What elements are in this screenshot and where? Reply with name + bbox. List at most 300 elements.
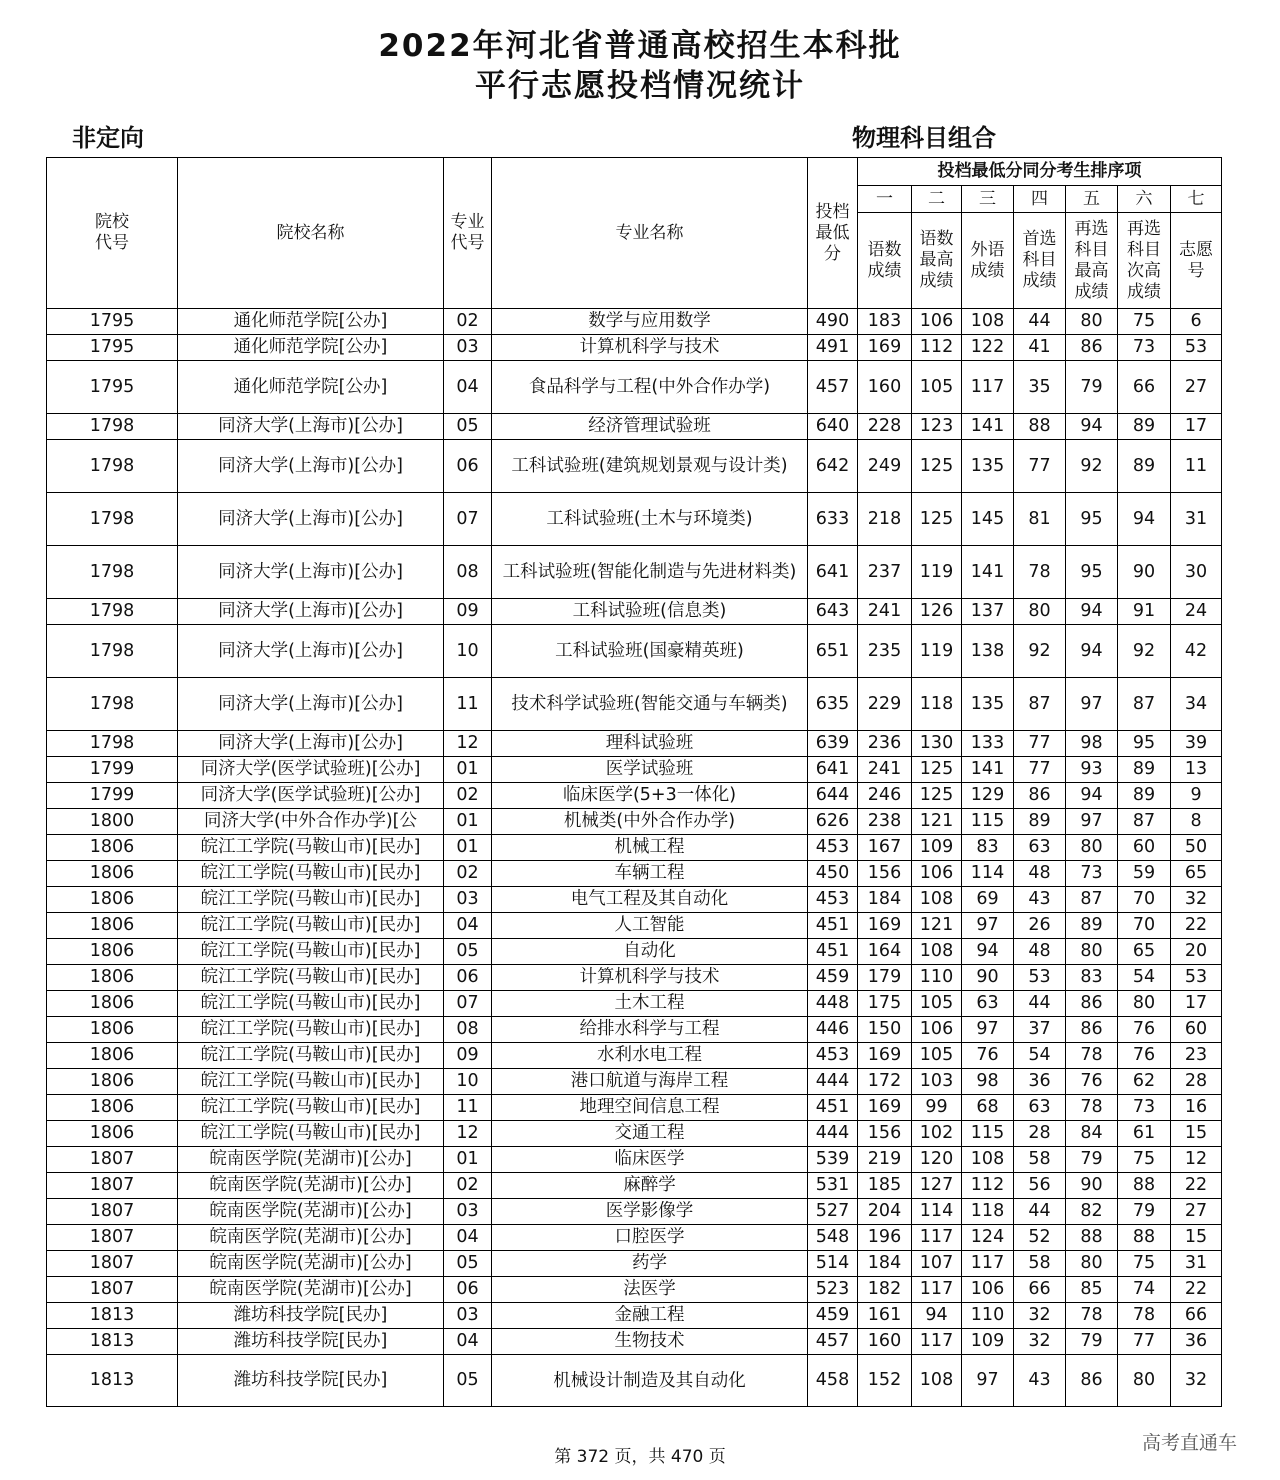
score-foreign: 69: [962, 887, 1014, 913]
score-reselect-max: 92: [1066, 440, 1118, 493]
score-reselect-max: 98: [1066, 731, 1118, 757]
choice-number: 28: [1171, 1069, 1222, 1095]
score-reselect-second: 74: [1118, 1277, 1171, 1303]
score-reselect-max: 85: [1066, 1277, 1118, 1303]
score-reselect-second: 78: [1118, 1303, 1171, 1329]
min-score: 451: [808, 939, 858, 965]
choice-number: 22: [1171, 1173, 1222, 1199]
major-code: 01: [444, 809, 492, 835]
school-name: 同济大学(上海市)[公办]: [178, 414, 444, 440]
score-yushu: 169: [858, 913, 912, 939]
school-code: 1807: [47, 1147, 178, 1173]
school-code: 1798: [47, 731, 178, 757]
min-score: 453: [808, 835, 858, 861]
score-first-subject: 87: [1014, 678, 1066, 731]
score-reselect-second: 73: [1118, 335, 1171, 361]
major-name: 电气工程及其自动化: [492, 887, 808, 913]
major-code: 04: [444, 913, 492, 939]
major-name: 临床医学(5+3一体化): [492, 783, 808, 809]
table-row: [47, 1251, 1222, 1277]
choice-number: 11: [1171, 440, 1222, 493]
major-name: 口腔医学: [492, 1225, 808, 1251]
score-yushu: 167: [858, 835, 912, 861]
table-row: [47, 1355, 1222, 1407]
score-yushu: 204: [858, 1199, 912, 1225]
major-name: 金融工程: [492, 1303, 808, 1329]
table-row: [47, 809, 1222, 835]
school-name: 通化师范学院[公办]: [178, 335, 444, 361]
major-name: 水利水电工程: [492, 1043, 808, 1069]
school-name: 同济大学(医学试验班)[公办]: [178, 783, 444, 809]
score-yushu: 218: [858, 493, 912, 546]
school-code: 1798: [47, 599, 178, 625]
major-code: 03: [444, 1199, 492, 1225]
school-code: 1806: [47, 887, 178, 913]
min-score: 446: [808, 1017, 858, 1043]
min-score: 640: [808, 414, 858, 440]
table-row: [47, 731, 1222, 757]
major-code: 02: [444, 783, 492, 809]
choice-number: 9: [1171, 783, 1222, 809]
score-yushu-max: 109: [912, 835, 962, 861]
admission-table: [46, 157, 1222, 1407]
score-foreign: 109: [962, 1329, 1014, 1355]
score-reselect-second: 94: [1118, 493, 1171, 546]
school-code: 1807: [47, 1173, 178, 1199]
score-yushu: 229: [858, 678, 912, 731]
table-row: [47, 414, 1222, 440]
score-yushu-max: 126: [912, 599, 962, 625]
choice-number: 23: [1171, 1043, 1222, 1069]
choice-number: 30: [1171, 546, 1222, 599]
choice-number: 66: [1171, 1303, 1222, 1329]
table-row: [47, 1147, 1222, 1173]
table-row: [47, 335, 1222, 361]
school-name: 皖江工学院(马鞍山市)[民办]: [178, 861, 444, 887]
choice-number: 31: [1171, 1251, 1222, 1277]
score-yushu-max: 125: [912, 783, 962, 809]
score-reselect-max: 84: [1066, 1121, 1118, 1147]
major-code: 01: [444, 1147, 492, 1173]
score-yushu-max: 117: [912, 1225, 962, 1251]
major-name: 工科试验班(土木与环境类): [492, 493, 808, 546]
score-yushu: 169: [858, 335, 912, 361]
score-foreign: 97: [962, 1017, 1014, 1043]
min-score: 641: [808, 546, 858, 599]
table-row: [47, 783, 1222, 809]
table-row: [47, 991, 1222, 1017]
min-score: 457: [808, 1329, 858, 1355]
min-score: 457: [808, 361, 858, 414]
score-first-subject: 89: [1014, 809, 1066, 835]
school-name: 皖江工学院(马鞍山市)[民办]: [178, 965, 444, 991]
score-foreign: 98: [962, 1069, 1014, 1095]
choice-number: 27: [1171, 361, 1222, 414]
score-first-subject: 66: [1014, 1277, 1066, 1303]
score-reselect-max: 87: [1066, 887, 1118, 913]
school-name: 皖南医学院(芜湖市)[公办]: [178, 1147, 444, 1173]
school-code: 1807: [47, 1225, 178, 1251]
score-reselect-second: 75: [1118, 1147, 1171, 1173]
header-min-score: 投档最低分: [808, 158, 858, 309]
major-name: 自动化: [492, 939, 808, 965]
score-yushu: 238: [858, 809, 912, 835]
school-code: 1806: [47, 939, 178, 965]
school-code: 1806: [47, 1121, 178, 1147]
major-code: 09: [444, 1043, 492, 1069]
min-score: 527: [808, 1199, 858, 1225]
score-first-subject: 86: [1014, 783, 1066, 809]
school-name: 同济大学(上海市)[公办]: [178, 440, 444, 493]
school-name: 皖江工学院(马鞍山市)[民办]: [178, 1095, 444, 1121]
score-reselect-second: 87: [1118, 678, 1171, 731]
major-code: 04: [444, 1225, 492, 1251]
school-name: 通化师范学院[公办]: [178, 361, 444, 414]
major-code: 02: [444, 1173, 492, 1199]
score-reselect-max: 94: [1066, 599, 1118, 625]
school-name: 皖南医学院(芜湖市)[公办]: [178, 1199, 444, 1225]
score-yushu: 152: [858, 1355, 912, 1407]
table-row: [47, 1069, 1222, 1095]
score-reselect-second: 91: [1118, 599, 1171, 625]
major-name: 机械设计制造及其自动化: [492, 1355, 808, 1407]
school-name: 皖江工学院(马鞍山市)[民办]: [178, 1043, 444, 1069]
score-reselect-max: 80: [1066, 1251, 1118, 1277]
score-first-subject: 77: [1014, 731, 1066, 757]
score-yushu: 241: [858, 599, 912, 625]
score-reselect-max: 79: [1066, 361, 1118, 414]
choice-number: 50: [1171, 835, 1222, 861]
score-reselect-second: 80: [1118, 1355, 1171, 1407]
score-yushu-max: 99: [912, 1095, 962, 1121]
score-reselect-second: 54: [1118, 965, 1171, 991]
score-yushu: 237: [858, 546, 912, 599]
score-first-subject: 43: [1014, 887, 1066, 913]
score-foreign: 90: [962, 965, 1014, 991]
major-code: 05: [444, 1251, 492, 1277]
table-row: [47, 1329, 1222, 1355]
score-yushu: 156: [858, 861, 912, 887]
score-yushu: 179: [858, 965, 912, 991]
header-tiebreak-col: 语数成绩: [858, 213, 912, 309]
choice-number: 53: [1171, 965, 1222, 991]
table-row: [47, 1043, 1222, 1069]
major-name: 医学影像学: [492, 1199, 808, 1225]
score-foreign: 112: [962, 1173, 1014, 1199]
major-code: 03: [444, 335, 492, 361]
score-reselect-second: 70: [1118, 913, 1171, 939]
score-reselect-second: 89: [1118, 440, 1171, 493]
score-first-subject: 77: [1014, 757, 1066, 783]
score-reselect-max: 80: [1066, 309, 1118, 335]
score-yushu-max: 123: [912, 414, 962, 440]
score-yushu: 228: [858, 414, 912, 440]
score-yushu: 246: [858, 783, 912, 809]
school-code: 1806: [47, 965, 178, 991]
page-title: 2022年河北省普通高校招生本科批: [378, 28, 902, 64]
score-reselect-max: 80: [1066, 939, 1118, 965]
school-code: 1813: [47, 1303, 178, 1329]
score-reselect-max: 78: [1066, 1095, 1118, 1121]
school-name: 皖江工学院(马鞍山市)[民办]: [178, 913, 444, 939]
table-row: [47, 1095, 1222, 1121]
school-code: 1798: [47, 625, 178, 678]
table-row: [47, 1173, 1222, 1199]
score-foreign: 115: [962, 809, 1014, 835]
major-code: 06: [444, 965, 492, 991]
score-yushu: 156: [858, 1121, 912, 1147]
major-name: 工科试验班(智能化制造与先进材料类): [492, 546, 808, 599]
header-tiebreak-col: 语数最高成绩: [912, 213, 962, 309]
header-school-code: 院校代号: [47, 158, 178, 309]
table-row: [47, 599, 1222, 625]
header-rank: 五: [1066, 186, 1118, 213]
header-rank: 七: [1171, 186, 1222, 213]
score-foreign: 68: [962, 1095, 1014, 1121]
score-reselect-second: 87: [1118, 809, 1171, 835]
school-code: 1813: [47, 1355, 178, 1407]
score-reselect-max: 82: [1066, 1199, 1118, 1225]
major-code: 01: [444, 757, 492, 783]
score-yushu: 169: [858, 1095, 912, 1121]
page-footer: 第 372 页，共 470 页: [554, 1447, 726, 1467]
choice-number: 16: [1171, 1095, 1222, 1121]
header-tiebreak-col: 外语成绩: [962, 213, 1014, 309]
major-code: 12: [444, 731, 492, 757]
score-reselect-second: 76: [1118, 1043, 1171, 1069]
score-yushu: 160: [858, 361, 912, 414]
score-first-subject: 44: [1014, 309, 1066, 335]
choice-number: 36: [1171, 1329, 1222, 1355]
choice-number: 22: [1171, 913, 1222, 939]
min-score: 639: [808, 731, 858, 757]
score-foreign: 108: [962, 1147, 1014, 1173]
score-foreign: 94: [962, 939, 1014, 965]
min-score: 651: [808, 625, 858, 678]
school-code: 1798: [47, 493, 178, 546]
score-yushu: 164: [858, 939, 912, 965]
score-yushu: 150: [858, 1017, 912, 1043]
score-reselect-second: 80: [1118, 991, 1171, 1017]
min-score: 450: [808, 861, 858, 887]
school-code: 1795: [47, 361, 178, 414]
min-score: 626: [808, 809, 858, 835]
table-row: [47, 309, 1222, 335]
score-yushu-max: 125: [912, 757, 962, 783]
school-name: 皖南医学院(芜湖市)[公办]: [178, 1225, 444, 1251]
score-first-subject: 28: [1014, 1121, 1066, 1147]
score-yushu: 241: [858, 757, 912, 783]
school-code: 1799: [47, 783, 178, 809]
score-yushu-max: 108: [912, 887, 962, 913]
score-yushu-max: 125: [912, 440, 962, 493]
score-yushu: 249: [858, 440, 912, 493]
school-name: 皖江工学院(马鞍山市)[民办]: [178, 887, 444, 913]
choice-number: 65: [1171, 861, 1222, 887]
score-yushu: 161: [858, 1303, 912, 1329]
major-code: 02: [444, 861, 492, 887]
score-first-subject: 54: [1014, 1043, 1066, 1069]
score-reselect-second: 89: [1118, 783, 1171, 809]
major-name: 计算机科学与技术: [492, 965, 808, 991]
score-yushu-max: 106: [912, 1017, 962, 1043]
school-name: 同济大学(医学试验班)[公办]: [178, 757, 444, 783]
score-yushu-max: 107: [912, 1251, 962, 1277]
score-yushu: 219: [858, 1147, 912, 1173]
score-yushu-max: 105: [912, 991, 962, 1017]
score-yushu-max: 117: [912, 1277, 962, 1303]
choice-number: 39: [1171, 731, 1222, 757]
school-name: 同济大学(上海市)[公办]: [178, 678, 444, 731]
choice-number: 31: [1171, 493, 1222, 546]
table-row: [47, 440, 1222, 493]
choice-number: 12: [1171, 1147, 1222, 1173]
score-yushu-max: 118: [912, 678, 962, 731]
category-label: 非定向: [72, 124, 144, 152]
choice-number: 20: [1171, 939, 1222, 965]
school-name: 皖南医学院(芜湖市)[公办]: [178, 1173, 444, 1199]
score-foreign: 63: [962, 991, 1014, 1017]
score-first-subject: 77: [1014, 440, 1066, 493]
major-name: 经济管理试验班: [492, 414, 808, 440]
choice-number: 60: [1171, 1017, 1222, 1043]
choice-number: 15: [1171, 1121, 1222, 1147]
min-score: 548: [808, 1225, 858, 1251]
score-foreign: 117: [962, 1251, 1014, 1277]
min-score: 458: [808, 1355, 858, 1407]
school-code: 1807: [47, 1199, 178, 1225]
score-reselect-max: 76: [1066, 1069, 1118, 1095]
min-score: 514: [808, 1251, 858, 1277]
header-rank: 二: [912, 186, 962, 213]
major-name: 地理空间信息工程: [492, 1095, 808, 1121]
score-reselect-second: 62: [1118, 1069, 1171, 1095]
school-name: 皖南医学院(芜湖市)[公办]: [178, 1251, 444, 1277]
school-code: 1807: [47, 1277, 178, 1303]
school-code: 1807: [47, 1251, 178, 1277]
major-name: 工科试验班(信息类): [492, 599, 808, 625]
table-row: [47, 493, 1222, 546]
min-score: 531: [808, 1173, 858, 1199]
score-first-subject: 37: [1014, 1017, 1066, 1043]
school-code: 1806: [47, 1069, 178, 1095]
header-major-name: 专业名称: [492, 158, 808, 309]
choice-number: 32: [1171, 887, 1222, 913]
score-yushu: 184: [858, 887, 912, 913]
score-foreign: 141: [962, 757, 1014, 783]
major-code: 09: [444, 599, 492, 625]
score-reselect-max: 83: [1066, 965, 1118, 991]
score-reselect-second: 79: [1118, 1199, 1171, 1225]
header-school-name: 院校名称: [178, 158, 444, 309]
score-first-subject: 36: [1014, 1069, 1066, 1095]
score-yushu: 169: [858, 1043, 912, 1069]
choice-number: 17: [1171, 414, 1222, 440]
min-score: 453: [808, 1043, 858, 1069]
table-row: [47, 1199, 1222, 1225]
score-reselect-max: 79: [1066, 1329, 1118, 1355]
score-foreign: 145: [962, 493, 1014, 546]
min-score: 490: [808, 309, 858, 335]
min-score: 448: [808, 991, 858, 1017]
score-reselect-second: 61: [1118, 1121, 1171, 1147]
school-code: 1806: [47, 861, 178, 887]
major-code: 03: [444, 1303, 492, 1329]
header-rank: 四: [1014, 186, 1066, 213]
table-row: [47, 1303, 1222, 1329]
score-foreign: 76: [962, 1043, 1014, 1069]
score-first-subject: 44: [1014, 1199, 1066, 1225]
major-name: 计算机科学与技术: [492, 335, 808, 361]
score-reselect-max: 78: [1066, 1303, 1118, 1329]
header-major-code: 专业代号: [444, 158, 492, 309]
score-yushu-max: 105: [912, 1043, 962, 1069]
score-foreign: 137: [962, 599, 1014, 625]
score-reselect-max: 89: [1066, 913, 1118, 939]
score-reselect-max: 94: [1066, 783, 1118, 809]
score-reselect-second: 89: [1118, 414, 1171, 440]
score-yushu: 160: [858, 1329, 912, 1355]
choice-number: 17: [1171, 991, 1222, 1017]
major-name: 数学与应用数学: [492, 309, 808, 335]
score-first-subject: 48: [1014, 861, 1066, 887]
choice-number: 6: [1171, 309, 1222, 335]
major-name: 机械工程: [492, 835, 808, 861]
score-yushu-max: 114: [912, 1199, 962, 1225]
school-name: 皖江工学院(马鞍山市)[民办]: [178, 835, 444, 861]
score-reselect-second: 73: [1118, 1095, 1171, 1121]
major-name: 临床医学: [492, 1147, 808, 1173]
table-row: [47, 835, 1222, 861]
score-yushu-max: 127: [912, 1173, 962, 1199]
score-first-subject: 78: [1014, 546, 1066, 599]
score-reselect-second: 75: [1118, 1251, 1171, 1277]
score-first-subject: 26: [1014, 913, 1066, 939]
score-foreign: 129: [962, 783, 1014, 809]
school-name: 同济大学(上海市)[公办]: [178, 625, 444, 678]
choice-number: 27: [1171, 1199, 1222, 1225]
score-reselect-second: 92: [1118, 625, 1171, 678]
score-yushu: 183: [858, 309, 912, 335]
major-name: 法医学: [492, 1277, 808, 1303]
score-reselect-max: 86: [1066, 1355, 1118, 1407]
min-score: 451: [808, 1095, 858, 1121]
min-score: 539: [808, 1147, 858, 1173]
score-reselect-max: 80: [1066, 835, 1118, 861]
score-foreign: 141: [962, 414, 1014, 440]
choice-number: 53: [1171, 335, 1222, 361]
major-name: 麻醉学: [492, 1173, 808, 1199]
min-score: 633: [808, 493, 858, 546]
school-code: 1806: [47, 1017, 178, 1043]
score-first-subject: 44: [1014, 991, 1066, 1017]
min-score: 642: [808, 440, 858, 493]
score-reselect-second: 66: [1118, 361, 1171, 414]
table-row: [47, 887, 1222, 913]
score-first-subject: 43: [1014, 1355, 1066, 1407]
score-reselect-second: 60: [1118, 835, 1171, 861]
major-name: 人工智能: [492, 913, 808, 939]
score-first-subject: 63: [1014, 1095, 1066, 1121]
score-reselect-max: 79: [1066, 1147, 1118, 1173]
score-reselect-second: 88: [1118, 1225, 1171, 1251]
school-name: 同济大学(上海市)[公办]: [178, 493, 444, 546]
table-row: [47, 965, 1222, 991]
choice-number: 34: [1171, 678, 1222, 731]
score-reselect-second: 88: [1118, 1173, 1171, 1199]
score-yushu-max: 108: [912, 1355, 962, 1407]
score-reselect-second: 59: [1118, 861, 1171, 887]
